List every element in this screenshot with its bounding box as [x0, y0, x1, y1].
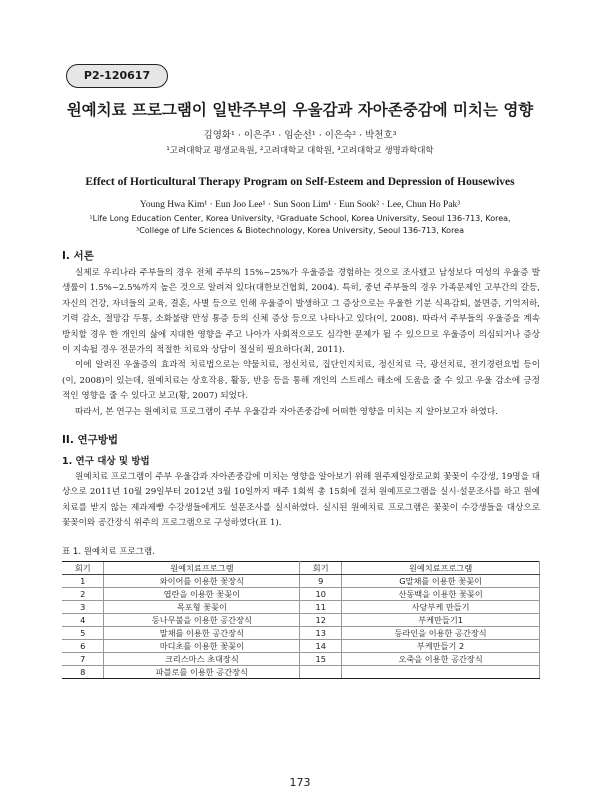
session-cell: 8: [62, 666, 104, 679]
table-row: [62, 588, 540, 601]
introduction-body: [62, 266, 540, 420]
header-program: 원예치료프로그램: [342, 562, 540, 575]
affiliations-korean: ¹고려대학교 평생교육원, ²고려대학교 대학원, ³고려대학교 생명과학대학: [166, 146, 434, 156]
session-cell: 3: [62, 601, 104, 614]
affiliations-english: [60, 213, 540, 237]
page-number: 173: [289, 776, 311, 789]
table-row: [62, 575, 540, 588]
session-code-badge: P2-120617: [66, 64, 168, 88]
table-row: [62, 627, 540, 640]
program-cell: 파블로를 이용한 공간장식: [104, 666, 300, 679]
paragraph: 원예치료 프로그램이 주부 우울감과 자아존중감에 미치는 영향을 알아보기 위해 원주제일장로교회 꽃꽂이 수강생, 19명을 대상으로 2011년 10월 29일부터 2012년 3월 10일까지 매주 1회씩 총 15회에 걸쳐 원예프로그램을 실시·설문조사를 하고 원예치료를 받지 않는 제과제빵 수강생들에게도 설문조사를 실시하였다. 실시된 원예치료 프로그램은 꽃꽂이 수강생들을 대상으로 꽃꽂이와 공간장식 위주의 프로그램으로 구성하였다(표 1).: [62, 472, 540, 529]
program-cell: 엽란을 이용한 꽃꽂이: [104, 588, 300, 601]
table-header-row: [62, 562, 540, 575]
session-cell: 14: [300, 640, 342, 653]
header-session: 회기: [62, 562, 104, 575]
program-cell: 부케만들기1: [342, 614, 540, 627]
header-session: 회기: [300, 562, 342, 575]
affiliation-line: ³College of Life Sciences & Biotechnology, Korea University, Seoul 136-713, Korea: [135, 226, 464, 235]
session-cell: 10: [300, 588, 342, 601]
program-cell: 등라인을 이용한 공간장식: [342, 627, 540, 640]
program-cell: [342, 666, 540, 679]
session-cell: 9: [300, 575, 342, 588]
program-cell: 목포형 꽃꽂이: [104, 601, 300, 614]
paragraph: 따라서, 본 연구는 원예치료 프로그램이 주부 우울감과 자아존중감에 어떠한 영향을 미치는 지 알아보고자 하였다.: [75, 406, 498, 417]
session-cell: 6: [62, 640, 104, 653]
subsection-heading-subjects: 1. 연구 대상 및 방법: [62, 456, 150, 467]
paper-title-korean: 원예치료 프로그램이 일반주부의 우울감과 자아존중감에 미치는 영향: [66, 100, 534, 119]
authors-english: Young Hwa Kim¹ · Eun Joo Lee¹ · Sun Soon Lim¹ · Eun Sook² · Lee, Chun Ho Pak³: [139, 200, 461, 210]
section-heading-methods: II. 연구방법: [62, 434, 119, 446]
header-program: 원예치료프로그램: [104, 562, 300, 575]
table-row: [62, 601, 540, 614]
program-table: [62, 561, 540, 679]
session-cell: 11: [300, 601, 342, 614]
table-row: [62, 640, 540, 653]
methods-body: [62, 470, 540, 532]
program-cell: 산동백을 이용한 꽃꽂이: [342, 588, 540, 601]
paper-title-english: Effect of Horticultural Therapy Program on Self-Esteem and Depression of Housewives: [85, 176, 515, 188]
table-row: [62, 653, 540, 666]
session-cell: 15: [300, 653, 342, 666]
session-cell: 4: [62, 614, 104, 627]
affiliation-line: ¹Life Long Education Center, Korea University, ²Graduate School, Korea University, Seoul 136-713, Korea,: [89, 214, 511, 223]
program-cell: 부케만들기 2: [342, 640, 540, 653]
paragraph: 이에 알려진 우울증의 효과적 치료법으로는 약물치료, 정신치료, 집단인지치료, 정신치료 극, 광선치료, 전기경련요법 등이(이, 2008)이 있는데, 원예치료는 상호작용, 활동, 반응 등을 통해 개인의 스트레스 해소에 도움을 줄 수 있고 우울 감소에 긍정적인 영향을 줄 수 있다고 보고(황, 2007) 되었다.: [62, 360, 540, 402]
program-cell: 사당부케 만들기: [342, 601, 540, 614]
section-heading-introduction: I. 서론: [62, 250, 94, 262]
table-caption: 표 1. 원예치료 프로그램.: [62, 547, 155, 557]
session-cell: 13: [300, 627, 342, 640]
program-cell: 오죽을 이용한 공간장식: [342, 653, 540, 666]
program-cell: 말채를 이용한 공간장식: [104, 627, 300, 640]
session-cell: 5: [62, 627, 104, 640]
program-cell: 등나무불을 이용한 공간장식: [104, 614, 300, 627]
program-cell: 크리스마스 초대장식: [104, 653, 300, 666]
paragraph: 실제로 우리나라 주부들의 경우 전체 주부의 15%~25%가 우울증을 경험하는 것으로 조사됐고 남성보다 여성의 우울증 발생률이 1.5%~2.5%까지 높은 것으로 알려져 있다(대한보건협회, 2004). 특히, 중년 주부들의 경우 가족문제인 고부간의 갈등, 자신의 건강, 자녀들의 교육, 결혼, 사별 등으로 인해 우울증이 발생하고 그 증상으로는 우울한 기분 식욕감퇴, 불면증, 기억저하, 기력 감소, 절망감 두통, 소화불량 만성 통증 등의 신체 증상 등으로 나타나고 있다(이, 2008). 따라서 주부들의 우울증을 계속 방치할 경우 한 개인의 삶에 지대한 영향을 주고 나아가 사회적으로도 심각한 문제가 될 수 있으므로 우울증이 의심되거나 증상이 지속될 경우 전문가의 적절한 치료와 상담이 절실히 필요하다(최, 2011).: [62, 268, 540, 356]
program-cell: 마디초를 이용한 꽃꽂이: [104, 640, 300, 653]
session-cell: 1: [62, 575, 104, 588]
session-cell: 12: [300, 614, 342, 627]
table-row: [62, 666, 540, 679]
program-cell: 와이어를 이용한 꽃장식: [104, 575, 300, 588]
session-cell: 2: [62, 588, 104, 601]
table-row: [62, 614, 540, 627]
session-cell: 7: [62, 653, 104, 666]
authors-korean: 김영화¹ · 이은주¹ · 임순선¹ · 이은숙² · 박천호³: [203, 130, 397, 141]
session-cell: [300, 666, 342, 679]
program-cell: G말채를 이용한 꽃꽂이: [342, 575, 540, 588]
